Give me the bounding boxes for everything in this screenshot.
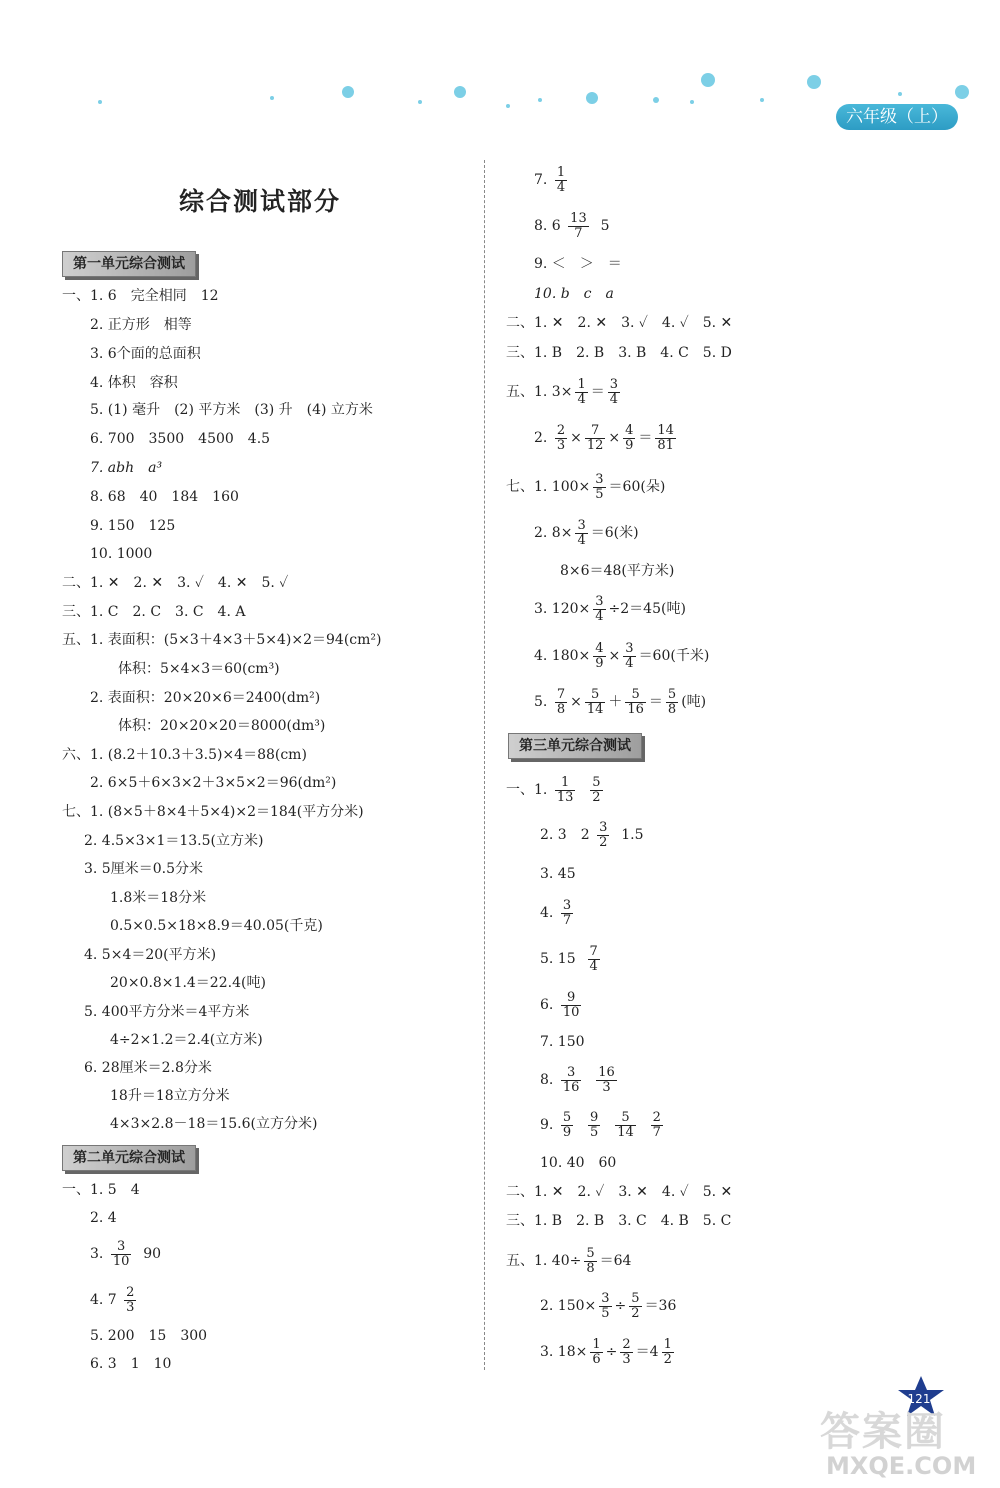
fraction: $\frac{2}{7}$ xyxy=(652,1109,661,1140)
fraction: $\frac{1}{2}$ xyxy=(663,1336,672,1367)
answer-line: 3. 18× $\frac{1}{6}$ ÷ $\frac{2}{3}$ ＝4 $\frac{1}{2}$ xyxy=(540,1336,672,1367)
answer-line: 4. $\frac{3}{7}$ xyxy=(540,897,572,928)
answer-line: 9. 150 125 xyxy=(90,518,176,534)
fraction: $\frac{1}{6}$ xyxy=(592,1336,601,1367)
answer-line: 7. abh a³ xyxy=(90,460,163,476)
section-header-unit3: 第三单元综合测试 xyxy=(508,733,642,759)
answer-line: 5. $\frac{7}{8}$ × $\frac{5}{14}$ ＋ $\frac{5}{16}$ ＝ $\frac{5}{8}$ (吨) xyxy=(534,686,707,717)
fraction: $\frac{3}{2}$ xyxy=(599,819,608,850)
answer-line xyxy=(90,1284,139,1316)
fraction: $\frac{14}{81}$ xyxy=(657,422,674,453)
answer-line: 五、1. 40÷ $\frac{5}{8}$ ＝64 xyxy=(506,1245,632,1276)
fraction: $\frac{3}{5}$ xyxy=(595,471,604,502)
column-divider xyxy=(484,160,485,1370)
fraction: $\frac{3}{16}$ xyxy=(562,1064,580,1095)
answer-line: 8. 6 $\frac{13}{7}$ 5 xyxy=(534,210,610,241)
answer-line: 一、1. 6 完全相同 12 xyxy=(62,288,219,304)
answer-line: 六、1. (8.2＋10.3＋3.5)×4＝88(cm) xyxy=(62,747,307,763)
fraction: $\frac{3}{7}$ xyxy=(562,897,572,928)
fraction: $\frac{1}{4}$ xyxy=(577,376,586,407)
answer-line: 2. 6×5＋6×3×2＋3×5×2＝96(dm²) xyxy=(90,775,337,791)
fraction: $\frac{5}{2}$ xyxy=(631,1290,640,1321)
answer-line: 20×0.8×1.4＝22.4(吨) xyxy=(110,975,266,991)
fraction: $\frac{3}{4}$ xyxy=(577,517,586,548)
answer-line: 4. 体积 容积 xyxy=(90,375,178,391)
page-title: 综合测试部分 xyxy=(178,187,341,216)
fraction: $\frac{2}{3}$ xyxy=(126,1284,135,1315)
fraction: $\frac{5}{14}$ xyxy=(617,1109,634,1140)
fraction: $\frac{3}{10}$ xyxy=(112,1238,130,1269)
watermark-url: MXQE.COM xyxy=(826,1452,977,1480)
answer-line: 2. 正方形 相等 xyxy=(90,317,192,333)
answer-line: 2. 4.5×3×1＝13.5(立方米) xyxy=(84,833,264,849)
answer-line: 8×6＝48(平方米) xyxy=(560,563,675,579)
answer-line: 2. 4 xyxy=(90,1210,117,1226)
answer-line: 9. ＜ ＞ ＝ xyxy=(534,256,622,272)
fraction: $\frac{7}{12}$ xyxy=(586,422,604,453)
answer-line: 6. $\frac{9}{10}$ xyxy=(540,989,580,1020)
fraction: $\frac{4}{9}$ xyxy=(625,422,634,453)
answer-line: 6. 28厘米＝2.8分米 xyxy=(84,1060,212,1076)
answer-line: 3. 120× $\frac{3}{4}$ ÷2＝45(吨) xyxy=(534,593,686,624)
answer-line: 二、1. ✕ 2. ✕ 3. ✓ 4. ✕ 5. ✓ xyxy=(62,575,289,591)
fraction: $\frac{2}{3}$ xyxy=(622,1336,631,1367)
answer-line: 8. $\frac{3}{16}$ $\frac{16}{3}$ xyxy=(540,1064,615,1095)
answer-line: 2. $\frac{2}{3}$ × $\frac{7}{12}$ × $\frac{4}{9}$ ＝ $\frac{14}{81}$ xyxy=(534,422,674,453)
answer-line: 4×3×2.8－18＝15.6(立方分米) xyxy=(110,1116,318,1132)
answer-line: 五、1. 表面积：(5×3＋4×3＋5×4)×2＝94(cm²) xyxy=(62,632,382,648)
answer-line: 4. 5×4＝20(平方米) xyxy=(84,947,217,963)
answer-line xyxy=(90,1238,161,1270)
answer-line: 9. $\frac{5}{9}$ $\frac{9}{5}$ $\frac{5}{14}$ $\frac{2}{7}$ xyxy=(540,1109,661,1140)
fraction: $\frac{5}{16}$ xyxy=(627,686,644,717)
answer-line: 6. 3 1 10 xyxy=(90,1356,172,1372)
fraction: $\frac{5}{8}$ xyxy=(667,686,677,717)
answer-line: 2. 表面积：20×20×6＝2400(dm²) xyxy=(90,690,321,706)
fraction: $\frac{1}{13}$ xyxy=(556,774,574,805)
answer-line: 三、1. B 2. B 3. B 4. C 5. D xyxy=(506,345,732,361)
answer-line: 5. (1) 毫升 (2) 平方米 (3) 升 (4) 立方米 xyxy=(90,402,373,418)
answer-line: 5. 200 15 300 xyxy=(90,1328,208,1344)
answer-line: 1.8米＝18分米 xyxy=(110,890,207,906)
page-number: 121 xyxy=(907,1392,931,1406)
answer-line: 体积：20×20×20＝8000(dm³) xyxy=(118,718,326,734)
snowflake-icons xyxy=(98,73,969,108)
item-number: 4. 7 xyxy=(90,1292,117,1308)
answer-line: 0.5×0.5×18×8.9＝40.05(千克) xyxy=(110,918,323,934)
answer-line: 10. 1000 xyxy=(90,546,153,562)
fraction: $\frac{2}{3}$ xyxy=(556,422,566,453)
watermark-logo: 答案圈 xyxy=(820,1409,946,1455)
answer-line: 3. 5厘米＝0.5分米 xyxy=(84,861,203,877)
fraction: $\frac{3}{5}$ xyxy=(601,1290,610,1321)
fraction: $\frac{9}{5}$ xyxy=(590,1109,599,1140)
answer-line: 一、1. $\frac{1}{13}$ $\frac{5}{2}$ xyxy=(506,774,601,805)
answer-line: 七、1. (8×5＋8×4＋5×4)×2＝184(平方分米) xyxy=(62,804,364,820)
fraction: $\frac{4}{9}$ xyxy=(595,640,604,671)
fraction: $\frac{5}{2}$ xyxy=(592,774,601,805)
answer-line: 三、1. C 2. C 3. C 4. A xyxy=(62,604,246,620)
answer-line: 体积：5×4×3＝60(cm³) xyxy=(118,661,280,677)
answer-line: 7. $\frac{1}{4}$ xyxy=(534,164,566,195)
fraction: $\frac{5}{9}$ xyxy=(562,1109,572,1140)
answer-line: 2. 8× $\frac{3}{4}$ ＝6(米) xyxy=(534,517,639,548)
fraction: $\frac{3}{4}$ xyxy=(595,593,604,624)
answer-line: 7. 150 xyxy=(540,1034,585,1050)
fraction: $\frac{3}{4}$ xyxy=(609,376,619,407)
answer-line: 18升＝18立方分米 xyxy=(110,1088,230,1104)
answer-line: 一、1. 5 4 xyxy=(62,1182,140,1198)
fraction: $\frac{7}{8}$ xyxy=(556,686,566,717)
answer-line: 10. 40 60 xyxy=(540,1155,617,1171)
item-number: 3. xyxy=(90,1246,104,1262)
answer-line: 2. 150× $\frac{3}{5}$ ÷ $\frac{5}{2}$ ＝36 xyxy=(540,1290,677,1321)
answer-line: 6. 700 3500 4500 4.5 xyxy=(90,431,271,447)
answer-line: 4. 180× $\frac{4}{9}$ × $\frac{3}{4}$ ＝60(千米) xyxy=(534,640,710,671)
answer-line: 2. 3 2 $\frac{3}{2}$ 1.5 xyxy=(540,819,644,850)
answer-line: 三、1. B 2. B 3. C 4. B 5. C xyxy=(506,1213,732,1229)
fraction: $\frac{16}{3}$ xyxy=(598,1064,615,1095)
answer-line: 七、1. 100× $\frac{3}{5}$ ＝60(朵) xyxy=(506,471,666,502)
section-header-unit2: 第二单元综合测试 xyxy=(62,1145,196,1171)
answer-line: 5. 15 $\frac{7}{4}$ xyxy=(540,943,598,974)
fraction: $\frac{5}{14}$ xyxy=(586,686,604,717)
fraction: $\frac{7}{4}$ xyxy=(589,943,598,974)
answer-line: 4÷2×1.2＝2.4(立方米) xyxy=(110,1032,263,1048)
answer-line: 10. b c a xyxy=(534,286,614,302)
answer-value: 90 xyxy=(143,1246,162,1262)
fraction: $\frac{5}{8}$ xyxy=(586,1245,595,1276)
grade-badge: 六年级（上） xyxy=(836,104,958,130)
fraction: $\frac{13}{7}$ xyxy=(570,210,587,241)
fraction: $\frac{3}{4}$ xyxy=(625,640,634,671)
section-header-unit1: 第一单元综合测试 xyxy=(62,251,196,277)
fraction: $\frac{1}{4}$ xyxy=(556,164,566,195)
fraction: $\frac{9}{10}$ xyxy=(562,989,580,1020)
answer-line: 8. 68 40 184 160 xyxy=(90,489,239,505)
answer-line: 二、1. ✕ 2. ✕ 3. ✓ 4. ✓ 5. ✕ xyxy=(506,315,733,331)
answer-line: 5. 400平方分米＝4平方米 xyxy=(84,1004,250,1020)
answer-line: 3. 45 xyxy=(540,866,576,882)
answer-line: 二、1. ✕ 2. ✓ 3. ✕ 4. ✓ 5. ✕ xyxy=(506,1184,733,1200)
answer-line: 五、1. 3× $\frac{1}{4}$ ＝ $\frac{3}{4}$ xyxy=(506,376,619,407)
answer-line: 3. 6个面的总面积 xyxy=(90,346,201,362)
